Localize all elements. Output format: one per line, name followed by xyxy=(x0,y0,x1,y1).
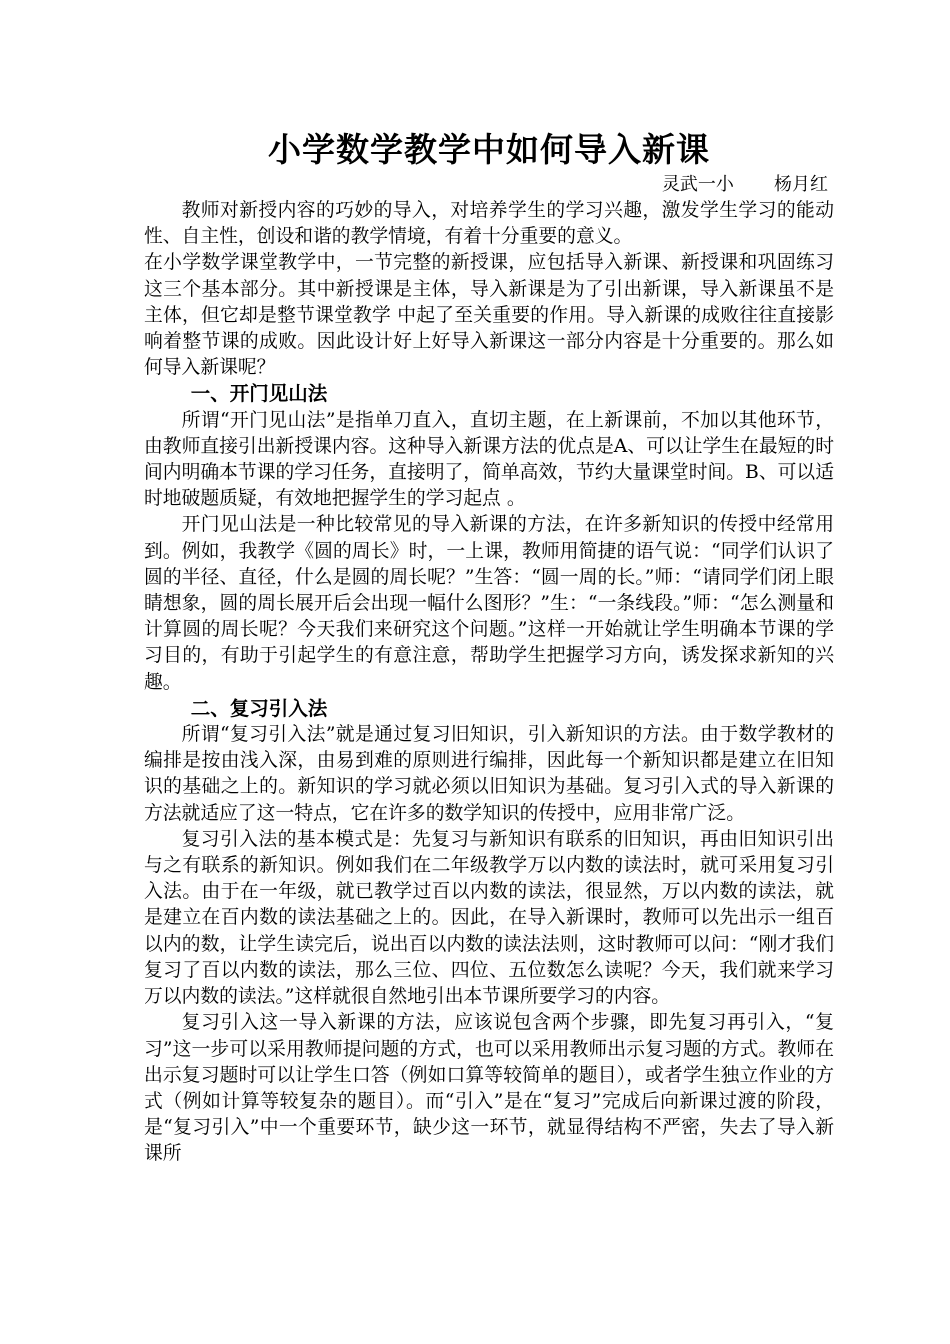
document-title: 小学数学教学中如何导入新课 xyxy=(268,130,710,169)
intro-paragraph-2: 在小学数学课堂教学中，一节完整的新授课，应包括导入新课、新授课和巩固练习这三个基本部分。其中新授课是主体，导入新课是为了引出新课，导入新课虽不是主体，但它却是整节课堂教学 中起了至关重要的作用。导入新课的成败往往直接影响着整节课的成败。因此设计好上好导入新课这一部分内容是十分重要的。那么如何导入新课呢？ xyxy=(144,252,834,379)
author-line: 灵武一小 杨月红 xyxy=(661,174,828,195)
section-heading-1: 一、开门见山法 xyxy=(190,382,328,406)
document-page xyxy=(144,128,834,1168)
section2-paragraph-1: 所谓“复习引入法”就是通过复习旧知识，引入新知识的方法。由于数学教材的编排是按由浅入深，由易到难的原则进行编排，因此每一个新知识都是建立在旧知识的基础之上的。新知识的学习就必须以旧知识为基础。复习引入式的导入新课的方法就适应了这一特点，它在许多的数学知识的传授中，应用非常广泛。 xyxy=(144,724,834,824)
section1-paragraph-2: 开门见山法是一种比较常见的导入新课的方法，在许多新知识的传授中经常用到。例如，我教学《圆的周长》时，一上课，教师用简捷的语气说：“同学们认识了圆的半径、直径，什么是圆的周长呢？”生答：“圆一周的长。”师：“请同学们闭上眼睛想象，圆的周长展开后会出现一幅什么图形？”生：“一条线段。”师：“怎么测量和计算圆的周长呢？今天我们来研究这个问题。”这样一开始就让学生明确本节课的学习目的，有助于引起学生的有意注意，帮助学生把握学习方向，诱发探求新知的兴趣。 xyxy=(144,514,834,693)
section1-paragraph-1: 所谓“开门见山法”是指单刀直入，直切主题，在上新课前，不加以其他环节，由教师直接引出新授课内容。这种导入新课方法的优点是A、可以让学生在最短的时间内明确本节课的学习任务，直接明了，简单高效，节约大量课堂时间。B、可以适时地破题质疑，有效地把握学生的学习起点 。 xyxy=(144,409,834,510)
intro-paragraph-1: 教师对新授内容的巧妙的导入，对培养学生的学习兴趣，激发学生学习的能动性、自主性，创设和谐的教学情境，有着十分重要的意义。 xyxy=(144,200,834,248)
section2-paragraph-2: 复习引入法的基本模式是：先复习与新知识有联系的旧知识，再由旧知识引出与之有联系的新知识。例如我们在二年级教学万以内数的读法时，就可采用复习引入法。由于在一年级，就已教学过百以内数的读法，很显然，万以内数的读法，就是建立在百内数的读法基础之上的。因此，在导入新课时，教师可以先出示一组百以内的数，让学生读完后，说出百以内数的读法法则，这时教师可以问：“刚才我们复习了百以内数的读法，那么三位、四位、五位数怎么读呢？今天，我们就来学习万以内数的读法。”这样就很自然地引出本节课所要学习的内容。 xyxy=(144,828,834,1008)
section-heading-2: 二、复习引入法 xyxy=(190,696,328,720)
section2-paragraph-3: 复习引入这一导入新课的方法，应该说包含两个步骤，即先复习再引入，“复习”这一步可以采用教师提问题的方式，也可以采用教师出示复习题的方式。教师在出示复习题时可以让学生口答（例如口算等较简单的题目），或者学生独立作业的方式（例如计算等较复杂的题目）。而“引入”是在“复习”完成后向新课过渡的阶段，是“复习引入”中一个重要环节，缺少这一环节，就显得结构不严密，失去了导入新课所 xyxy=(144,1012,834,1165)
